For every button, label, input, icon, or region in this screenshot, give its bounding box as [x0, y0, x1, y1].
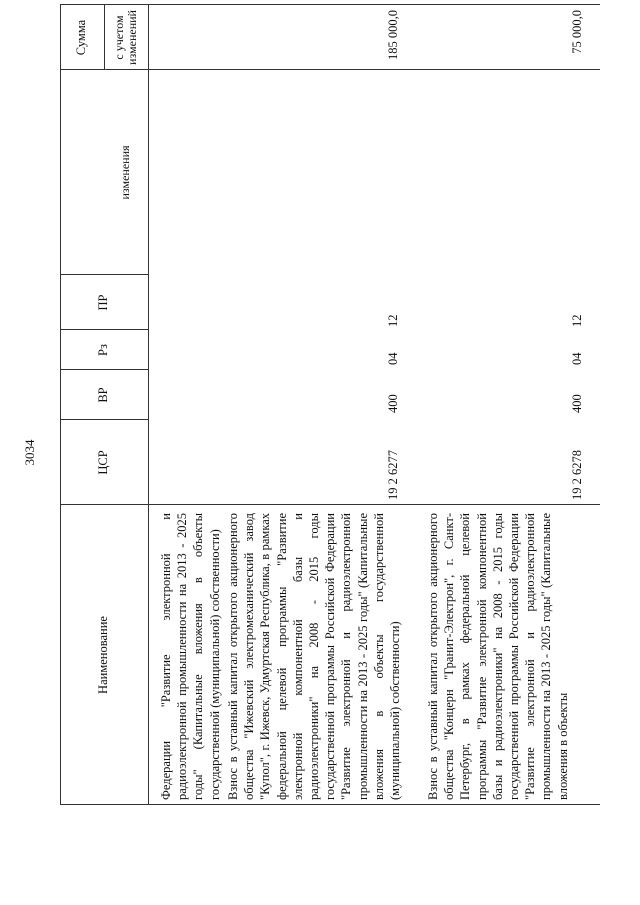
- row-2-vr: 400: [386, 394, 400, 413]
- budget-table: [60, 5, 600, 805]
- header-rz: Рз: [96, 344, 111, 356]
- row-3-with-changes: 75 000,0: [570, 10, 584, 54]
- row-1-name: Федерации "Развитие электронной и радиоэлектронной промышленности на 2013 - 2025 годы" (Капитальные вложения в объекты государственной (муниципальной) собственности): [159, 513, 222, 800]
- row-3-vr: 400: [570, 394, 584, 413]
- row-2-rz: 04: [386, 352, 400, 365]
- row-3-csr: 19 2 6278: [570, 450, 584, 500]
- header-pr: ПР: [96, 294, 111, 311]
- header-csr: ЦСР: [96, 450, 111, 475]
- header-with-changes: с учетом изменений: [111, 10, 139, 65]
- row-2-name: Взнос в уставный капитал открытого акционерного общества "Ижевский электромеханический завод "Купол", г. Ижевск, Удмуртская Республика, в рамках федеральной целевой программы "Развитие электронной компонентной базы и радиоэлектроники" на 2008 - 2015 годы государственной программы Российской Федерации "Развитие электронной и радиоэлектронной промышленности на 2013 - 2025 годы" (Капитальные вложения в объекты государственной (муниципальной) собственности): [226, 513, 403, 800]
- header-change: изменения: [118, 145, 133, 200]
- header-bottom-border: [148, 5, 149, 805]
- row-2-csr: 19 2 6277: [386, 450, 400, 500]
- row-3-pr: 12: [570, 314, 584, 327]
- row-3-name: Взнос в уставный капитал открытого акционерного общества "Концерн "Гранит-Электрон", г. Санкт-Петербург, в рамках федеральной целевой программы "Развитие электронной компонентной базы и радиоэлектроники" на 2008 - 2015 годы государственной программы Российской Федерации "Развитие электронной и радиоэлектронной промышленности на 2013 - 2025 годы" (Капитальные вложения в объекты: [426, 513, 570, 800]
- page-number: 3034: [22, 439, 37, 466]
- row-2-pr: 12: [386, 314, 400, 327]
- header-name: Наименование: [96, 616, 111, 694]
- header-vr: ВР: [96, 387, 111, 403]
- header-sum: Сумма: [74, 19, 89, 56]
- row-2-with-changes: 185 000,0: [386, 10, 400, 60]
- row-3-rz: 04: [570, 352, 584, 365]
